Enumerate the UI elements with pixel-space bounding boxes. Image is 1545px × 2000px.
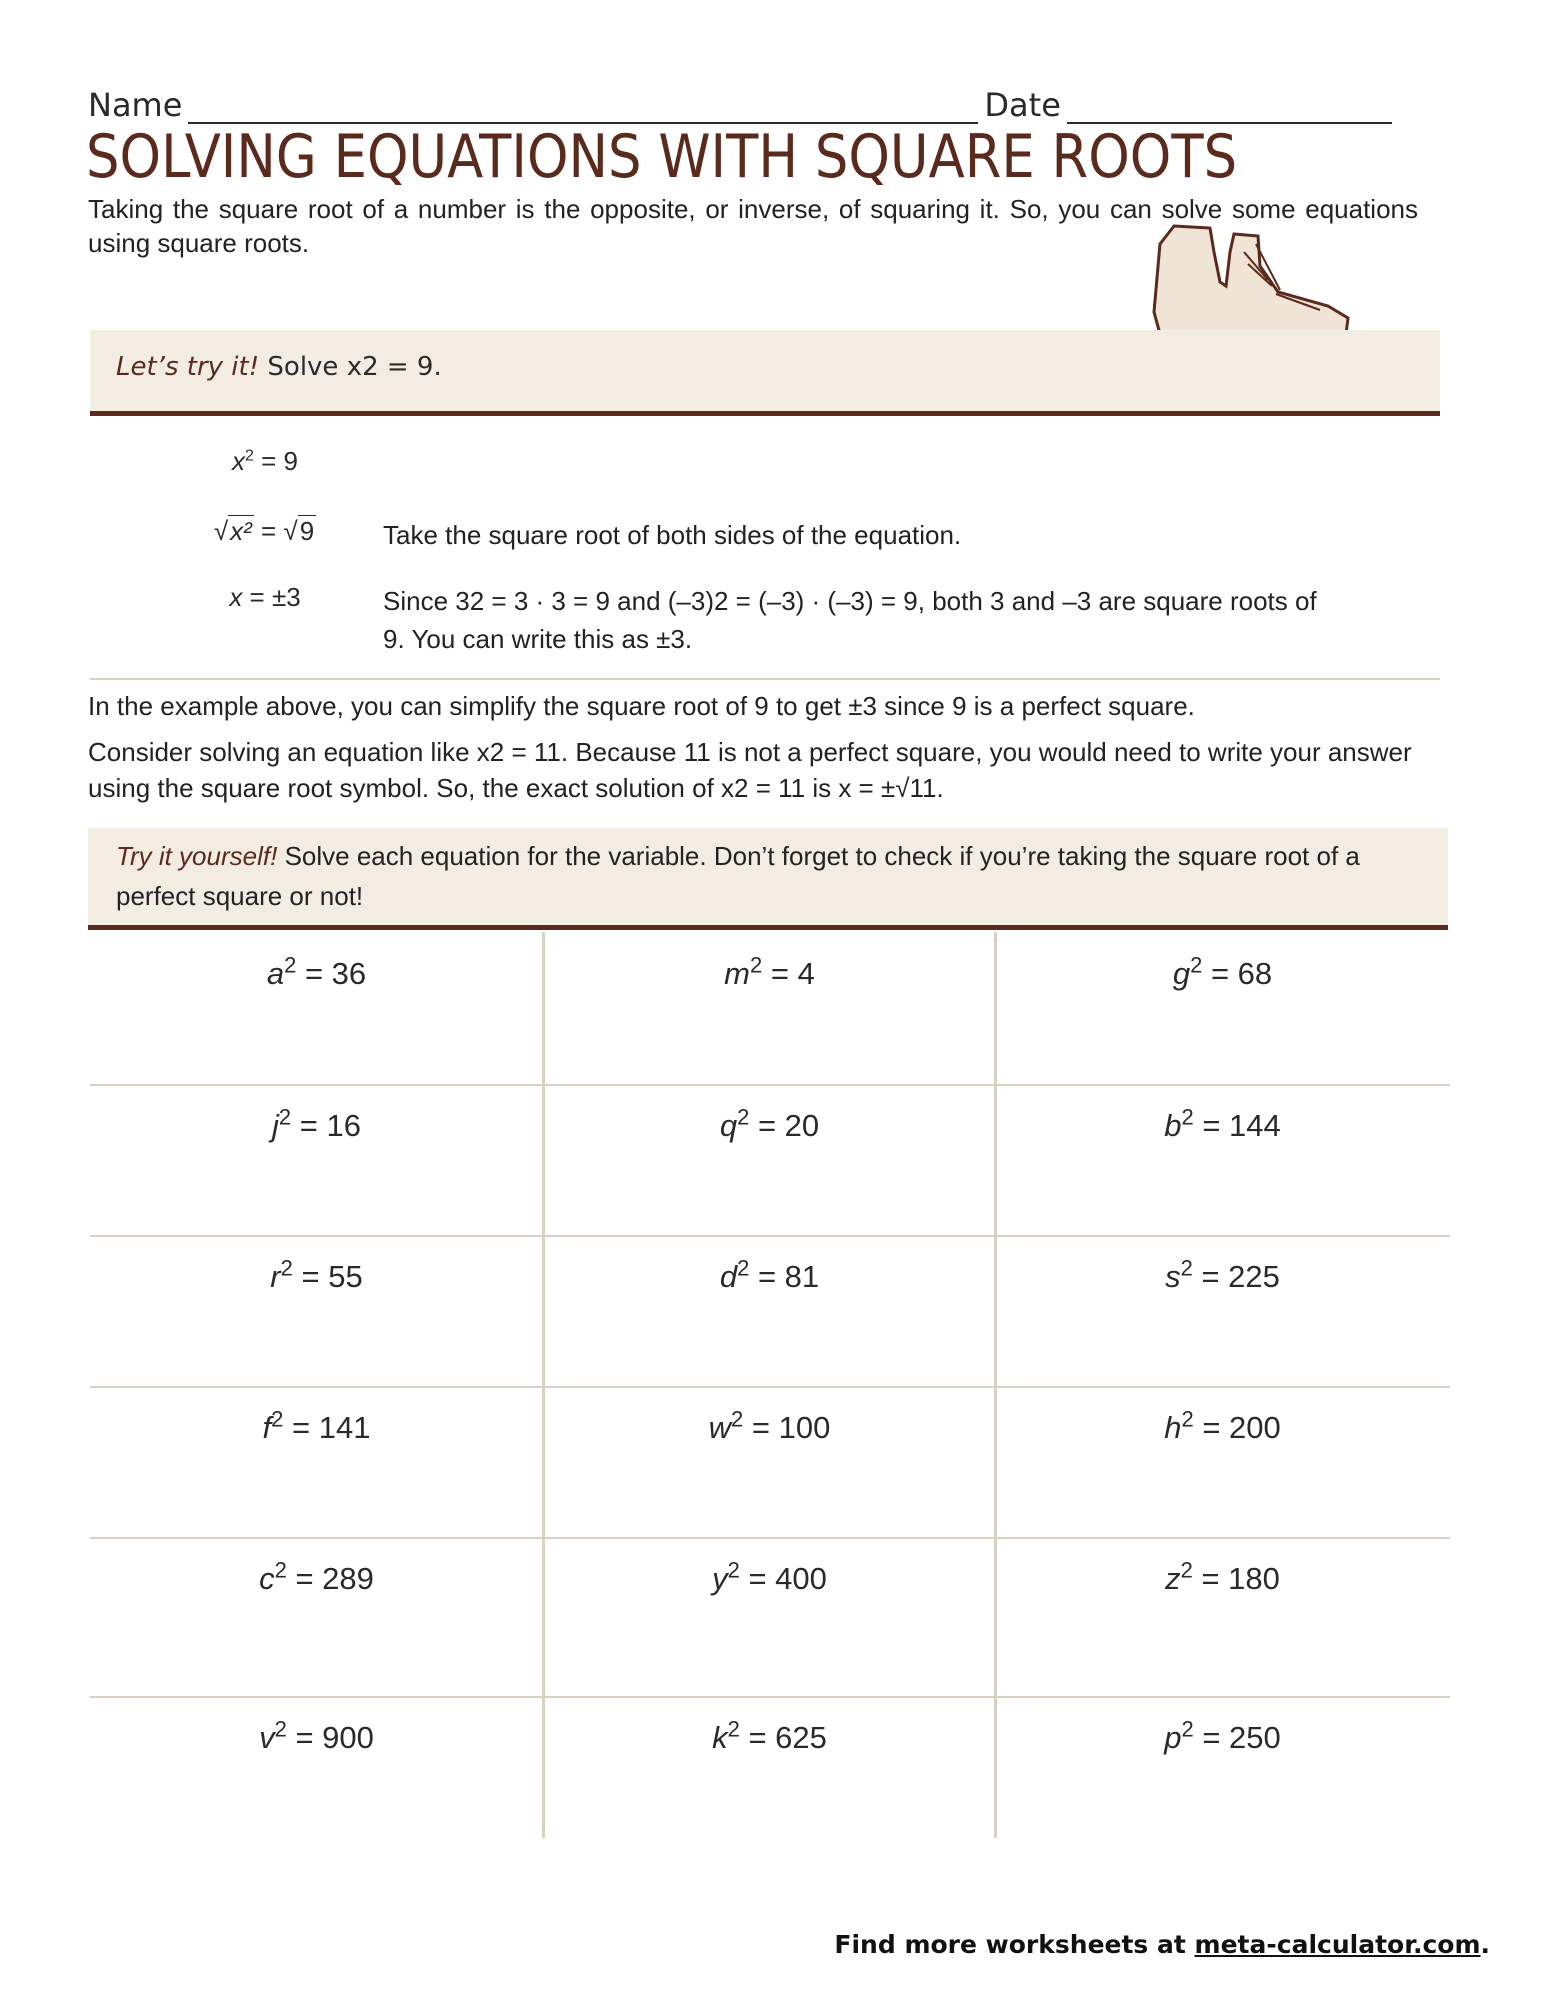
practice-prompt-emphasis: Try it yourself! bbox=[116, 841, 278, 871]
problem-cell-k[interactable]: $k^2 = 625$ bbox=[712, 1716, 827, 1755]
step-2-math: √x² = √9 bbox=[213, 516, 315, 546]
footer-suffix: . bbox=[1480, 1930, 1490, 1959]
problem-cell-g[interactable]: $g^2 = 68$ bbox=[1172, 952, 1273, 991]
footer-link[interactable]: meta-calculator.com bbox=[1194, 1930, 1481, 1959]
problem-cell-c[interactable]: $c^2 = 289$ bbox=[259, 1557, 374, 1596]
problem-cell-v[interactable]: $v^2 = 900$ bbox=[259, 1716, 374, 1755]
problem-cell-f[interactable]: $f^2 = 141$ bbox=[262, 1406, 371, 1445]
problem-cell-z[interactable]: $z^2 = 180$ bbox=[1165, 1557, 1280, 1596]
name-label: Name bbox=[88, 86, 183, 124]
example-prompt-emphasis: Let’s try it! bbox=[116, 352, 260, 382]
problem-cell-q[interactable]: $q^2 = 20$ bbox=[719, 1104, 820, 1143]
step-3-math: x = ±3 bbox=[229, 582, 301, 612]
problem-cell-w[interactable]: $w^2 = 100$ bbox=[708, 1406, 831, 1445]
problem-cell-r[interactable]: $r^2 = 55$ bbox=[270, 1255, 363, 1294]
name-field[interactable] bbox=[188, 94, 978, 124]
practice-prompt-box bbox=[88, 828, 1448, 930]
problem-cell-b[interactable]: $b^2 = 144$ bbox=[1164, 1104, 1281, 1143]
example-prompt-box bbox=[90, 330, 1440, 416]
example-steps bbox=[90, 434, 1440, 680]
date-label: Date bbox=[984, 86, 1061, 124]
step-1-math: $x^2 = 9$ bbox=[231, 446, 298, 476]
step-3-text: Since 32 = 3 · 3 = 9 and (–3)2 = (–3) · (–3) = 9, both 3 and –3 are square roots of 9. You can write this as ±3. bbox=[383, 586, 1317, 654]
problem-cell-y[interactable]: $y^2 = 400$ bbox=[712, 1557, 827, 1596]
problem-cell-j[interactable]: $j^2 = 16$ bbox=[272, 1104, 361, 1143]
problem-cell-d[interactable]: $d^2 = 81$ bbox=[719, 1255, 820, 1294]
intro-paragraph: Taking the square root of a number is the opposite, or inverse, of squaring it. So, you can solve some equations using square roots. bbox=[88, 194, 1418, 258]
example-prompt-text: Solve x2 = 9. bbox=[267, 352, 442, 382]
explanation-paragraph-2: Consider solving an equation like x2 = 11. Because 11 is not a perfect square, you would need to write your answer using the square root symbol. So, the exact solution of x2 = 11 is x = ±√11. bbox=[88, 737, 1412, 803]
name-date-line bbox=[88, 86, 1408, 124]
step-2-text: Take the square root of both sides of the equation. bbox=[383, 520, 962, 550]
explanation-paragraph-1: In the example above, you can simplify the square root of 9 to get ±3 since 9 is a perfect square. bbox=[88, 691, 1195, 721]
problem-cell-m[interactable]: $m^2 = 4$ bbox=[724, 952, 815, 991]
date-field[interactable] bbox=[1067, 94, 1392, 124]
footer bbox=[834, 1930, 1490, 1959]
problem-cell-s[interactable]: $s^2 = 225$ bbox=[1165, 1255, 1280, 1294]
practice-prompt-text: Solve each equation for the variable. Don’t forget to check if you’re taking the square root of a perfect square or not! bbox=[116, 841, 1360, 911]
footer-prefix: Find more worksheets at bbox=[834, 1930, 1195, 1959]
problem-cell-a[interactable]: $a^2 = 36$ bbox=[266, 952, 367, 991]
problem-cell-h[interactable]: $h^2 = 200$ bbox=[1164, 1406, 1281, 1445]
problem-cell-p[interactable]: $p^2 = 250$ bbox=[1164, 1716, 1281, 1755]
page-title: SOLVING EQUATIONS WITH SQUARE ROOTS bbox=[86, 122, 1238, 192]
